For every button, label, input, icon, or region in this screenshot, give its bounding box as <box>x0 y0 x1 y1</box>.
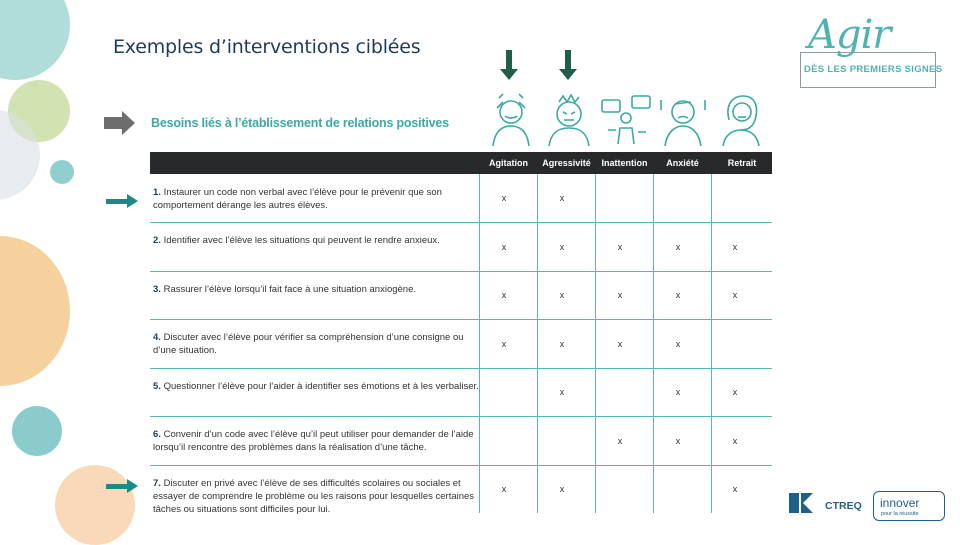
column-divider <box>653 174 654 513</box>
check-mark-retrait: x <box>732 436 738 446</box>
check-mark-agitation: x <box>501 290 507 300</box>
right-arrow-icon <box>106 484 128 489</box>
check-mark-retrait: x <box>732 242 738 252</box>
row-number: 4. <box>153 332 161 343</box>
check-mark-retrait: x <box>732 484 738 494</box>
anxiety-icon <box>655 90 711 148</box>
row-text: Rassurer l’élève lorsqu’il fait face à une situation anxiogène. <box>163 284 417 295</box>
row-intervention-text <box>153 331 479 357</box>
decorative-circle-teal <box>0 0 70 80</box>
check-mark-anxiété: x <box>675 242 681 252</box>
check-mark-agressivité: x <box>559 242 565 252</box>
check-mark-retrait: x <box>732 387 738 397</box>
check-mark-agressivité: x <box>559 193 565 203</box>
check-mark-inattention: x <box>617 242 623 252</box>
column-divider <box>479 174 480 513</box>
column-divider <box>595 174 596 513</box>
column-header-anxiete: Anxiété <box>666 158 699 168</box>
column-header-inattention: Inattention <box>601 158 648 168</box>
decorative-circle-blue <box>12 406 62 456</box>
innover-logo-tagline: pour la réussite <box>881 511 919 517</box>
column-header-agressivite: Agressivité <box>542 158 591 168</box>
check-mark-agressivité: x <box>559 339 565 349</box>
row-number: 7. <box>153 478 161 489</box>
row-text: Instaurer un code non verbal avec l’élève pour le prévenir que son comportement dérange les autres élèves. <box>153 187 442 211</box>
check-mark-anxiété: x <box>675 290 681 300</box>
column-header-retrait: Retrait <box>727 158 757 168</box>
table-row <box>150 416 772 466</box>
check-mark-agitation: x <box>501 242 507 252</box>
decorative-circle-orange <box>0 236 70 386</box>
row-text: Convenir d’un code avec l’élève qu’il peut utiliser pour demander de l’aide lorsqu’il rencontre des problèmes dans la réalisation d’une tâche. <box>153 429 474 453</box>
table-row <box>150 271 772 320</box>
row-text: Questionner l’élève pour l’aider à identifier ses émotions et à les verbaliser. <box>163 381 479 392</box>
row-intervention-text <box>153 380 479 393</box>
row-intervention-text <box>153 477 479 516</box>
check-mark-agitation: x <box>501 193 507 203</box>
row-intervention-text <box>153 283 479 296</box>
aggressivity-icon <box>541 90 597 148</box>
withdrawal-icon <box>713 90 769 148</box>
row-number: 2. <box>153 235 161 246</box>
row-number: 5. <box>153 381 161 392</box>
agir-logo-word: Agir <box>808 12 891 58</box>
decorative-circle-small-teal <box>50 160 74 184</box>
check-mark-agressivité: x <box>559 484 565 494</box>
column-divider <box>537 174 538 513</box>
table-row <box>150 222 772 272</box>
table-row <box>150 465 772 513</box>
down-arrow-icon <box>506 50 512 70</box>
agir-logo-subtitle: DÈS LES PREMIERS SIGNES <box>804 64 943 75</box>
check-mark-agitation: x <box>501 484 507 494</box>
ctreq-logo-text: CTREQ <box>825 500 862 512</box>
right-arrow-icon <box>104 117 122 129</box>
table-row <box>150 174 772 223</box>
check-mark-retrait: x <box>732 290 738 300</box>
check-mark-anxiété: x <box>675 339 681 349</box>
decorative-circle-peach <box>55 465 135 545</box>
check-mark-agressivité: x <box>559 290 565 300</box>
ctreq-logo <box>789 491 864 517</box>
row-text: Discuter avec l’élève pour vérifier sa compréhension d’une consigne ou d’une situation. <box>153 332 464 356</box>
slide-title: Exemples d’interventions ciblées <box>113 36 421 58</box>
check-mark-anxiété: x <box>675 436 681 446</box>
agir-logo <box>798 12 943 82</box>
row-intervention-text <box>153 186 479 212</box>
down-arrow-icon <box>565 50 571 70</box>
innover-logo <box>873 491 945 521</box>
table-header-row <box>150 152 772 174</box>
row-intervention-text <box>153 234 479 247</box>
row-number: 1. <box>153 187 161 198</box>
row-text: Identifier avec l’élève les situations qui peuvent le rendre anxieux. <box>163 235 440 246</box>
check-mark-inattention: x <box>617 339 623 349</box>
row-number: 6. <box>153 429 161 440</box>
inattention-icon <box>598 90 654 148</box>
column-header-agitation: Agitation <box>489 158 528 168</box>
row-text: Discuter en privé avec l’élève de ses difficultés scolaires ou sociales et essayer de comprendre le problème ou les raisons pour lesquelles certaines tâches ou situations sont difficiles pour lui. <box>153 478 475 515</box>
check-mark-anxiété: x <box>675 387 681 397</box>
check-mark-inattention: x <box>617 436 623 446</box>
table-heading: Besoins liés à l’établissement de relations positives <box>151 116 449 130</box>
agitation-icon <box>483 90 539 148</box>
row-number: 3. <box>153 284 161 295</box>
check-mark-agitation: x <box>501 339 507 349</box>
check-mark-agressivité: x <box>559 387 565 397</box>
column-divider <box>711 174 712 513</box>
table-row <box>150 319 772 369</box>
row-intervention-text <box>153 428 479 454</box>
innover-logo-text: innover <box>880 496 920 510</box>
right-arrow-icon <box>106 199 128 204</box>
check-mark-inattention: x <box>617 290 623 300</box>
table-row <box>150 368 772 417</box>
